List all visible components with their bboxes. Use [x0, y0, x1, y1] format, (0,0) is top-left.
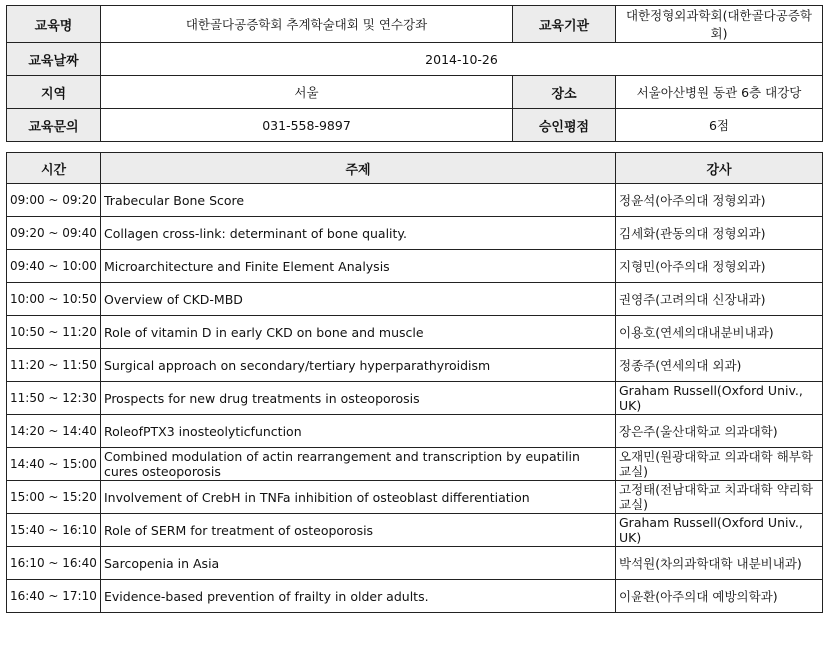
schedule-table — [6, 152, 823, 613]
topic-cell: Role of SERM for treatment of osteoporosis — [101, 514, 616, 547]
speaker-cell: 지형민(아주의대 정형외과) — [616, 250, 823, 283]
time-cell: 10:00 ~ 10:50 — [7, 283, 101, 316]
topic-cell: Role of vitamin D in early CKD on bone and muscle — [101, 316, 616, 349]
table-row — [7, 316, 823, 349]
contact-value: 031-558-9897 — [101, 109, 513, 142]
speaker-cell: 김세화(관동의대 정형외과) — [616, 217, 823, 250]
credits-value: 6점 — [616, 109, 823, 142]
course-name-value: 대한골다공증학회 추계학술대회 및 연수강좌 — [101, 6, 513, 43]
contact-row — [7, 109, 823, 142]
region-label: 지역 — [7, 76, 101, 109]
table-row — [7, 547, 823, 580]
date-label: 교육날짜 — [7, 43, 101, 76]
time-cell: 16:40 ~ 17:10 — [7, 580, 101, 613]
table-row — [7, 283, 823, 316]
time-cell: 14:40 ~ 15:00 — [7, 448, 101, 481]
topic-cell: RoleofPTX3 inosteolyticfunction — [101, 415, 616, 448]
time-column-header: 시간 — [7, 153, 101, 184]
topic-cell: Evidence-based prevention of frailty in older adults. — [101, 580, 616, 613]
topic-cell: Combined modulation of actin rearrangement and transcription by eupatilin cures osteoporosis — [101, 448, 616, 481]
venue-value: 서울아산병원 동관 6층 대강당 — [616, 76, 823, 109]
credits-label: 승인평점 — [513, 109, 616, 142]
contact-label: 교육문의 — [7, 109, 101, 142]
location-row — [7, 76, 823, 109]
time-cell: 09:00 ~ 09:20 — [7, 184, 101, 217]
topic-cell: Trabecular Bone Score — [101, 184, 616, 217]
table-row — [7, 184, 823, 217]
speaker-cell: Graham Russell(Oxford Univ., UK) — [616, 382, 823, 415]
schedule-header-row — [7, 153, 823, 184]
speaker-cell: Graham Russell(Oxford Univ., UK) — [616, 514, 823, 547]
speaker-cell: 오재민(원광대학교 의과대학 해부학교실) — [616, 448, 823, 481]
time-cell: 09:20 ~ 09:40 — [7, 217, 101, 250]
topic-cell: Surgical approach on secondary/tertiary hyperparathyroidism — [101, 349, 616, 382]
organizer-value: 대한정형외과학회(대한골다공증학회) — [616, 6, 823, 43]
date-row — [7, 43, 823, 76]
time-cell: 16:10 ~ 16:40 — [7, 547, 101, 580]
speaker-cell: 고정태(전남대학교 치과대학 약리학교실) — [616, 481, 823, 514]
course-info-table — [6, 5, 823, 142]
speaker-column-header: 강사 — [616, 153, 823, 184]
date-value: 2014-10-26 — [101, 43, 823, 76]
table-row — [7, 250, 823, 283]
speaker-cell: 박석원(차의과학대학 내분비내과) — [616, 547, 823, 580]
time-cell: 11:20 ~ 11:50 — [7, 349, 101, 382]
topic-cell: Prospects for new drug treatments in osteoporosis — [101, 382, 616, 415]
course-name-row — [7, 6, 823, 43]
table-row — [7, 415, 823, 448]
table-row — [7, 514, 823, 547]
region-value: 서울 — [101, 76, 513, 109]
schedule-body — [7, 184, 823, 613]
topic-cell: Overview of CKD-MBD — [101, 283, 616, 316]
topic-cell: Involvement of CrebH in TNFa inhibition of osteoblast differentiation — [101, 481, 616, 514]
speaker-cell: 이용호(연세의대내분비내과) — [616, 316, 823, 349]
speaker-cell: 권영주(고려의대 신장내과) — [616, 283, 823, 316]
table-row — [7, 448, 823, 481]
venue-label: 장소 — [513, 76, 616, 109]
speaker-cell: 이윤환(아주의대 예방의학과) — [616, 580, 823, 613]
topic-cell: Collagen cross-link: determinant of bone quality. — [101, 217, 616, 250]
time-cell: 15:00 ~ 15:20 — [7, 481, 101, 514]
table-row — [7, 349, 823, 382]
time-cell: 09:40 ~ 10:00 — [7, 250, 101, 283]
table-row — [7, 481, 823, 514]
speaker-cell: 정윤석(아주의대 정형외과) — [616, 184, 823, 217]
table-row — [7, 580, 823, 613]
time-cell: 11:50 ~ 12:30 — [7, 382, 101, 415]
time-cell: 14:20 ~ 14:40 — [7, 415, 101, 448]
time-cell: 15:40 ~ 16:10 — [7, 514, 101, 547]
table-row — [7, 217, 823, 250]
topic-column-header: 주제 — [101, 153, 616, 184]
topic-cell: Sarcopenia in Asia — [101, 547, 616, 580]
organizer-label: 교육기관 — [513, 6, 616, 43]
time-cell: 10:50 ~ 11:20 — [7, 316, 101, 349]
course-name-label: 교육명 — [7, 6, 101, 43]
speaker-cell: 정종주(연세의대 외과) — [616, 349, 823, 382]
speaker-cell: 장은주(울산대학교 의과대학) — [616, 415, 823, 448]
topic-cell: Microarchitecture and Finite Element Analysis — [101, 250, 616, 283]
table-row — [7, 382, 823, 415]
